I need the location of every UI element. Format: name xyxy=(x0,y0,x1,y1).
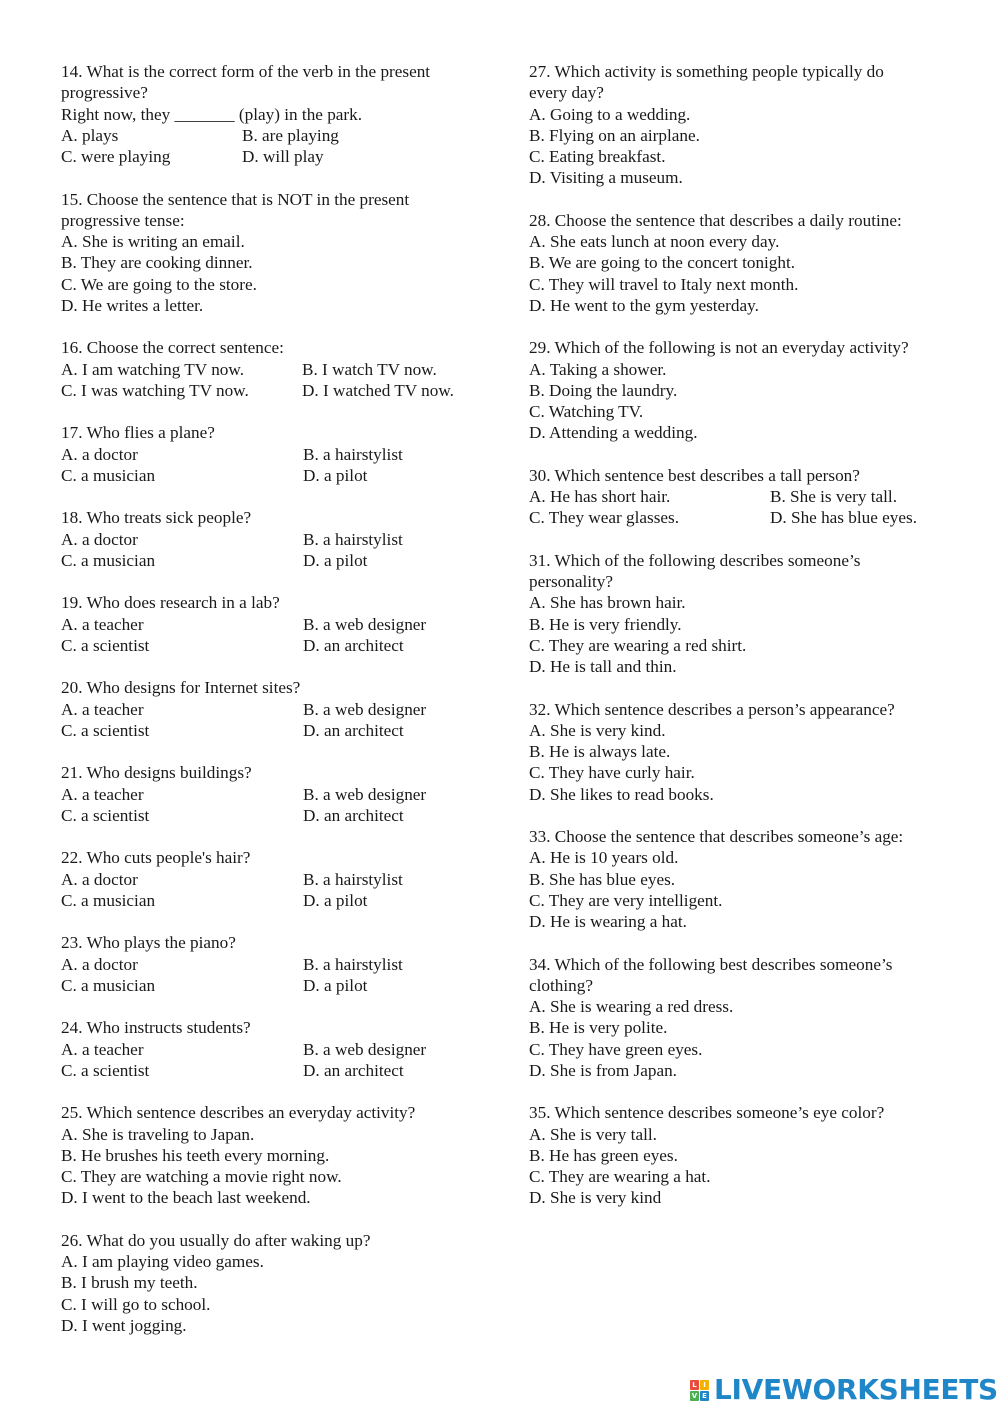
answer-option: D. a pilot xyxy=(303,550,368,570)
left-column xyxy=(61,61,491,1357)
answer-option: C. a musician xyxy=(61,465,156,485)
answer-options-grid xyxy=(61,614,491,657)
question-block xyxy=(61,61,491,167)
logo-tile: E xyxy=(700,1391,709,1401)
question-text: 24. Who instructs students? xyxy=(61,1018,251,1038)
answer-option: A. I am playing video games. xyxy=(61,1252,264,1271)
answer-option: B. a web designer xyxy=(303,1039,427,1059)
question-text: 32. Which sentence describes a person’s appearance? xyxy=(529,699,895,719)
question-block xyxy=(529,826,949,932)
answer-options-grid xyxy=(61,1039,491,1082)
answer-option: C. I was watching TV now. xyxy=(61,380,249,400)
question-text: 35. Which sentence describes someone’s eye color? xyxy=(529,1103,885,1123)
answer-option: A. plays xyxy=(61,125,119,145)
answer-option: B. a hairstylist xyxy=(303,869,403,889)
answer-option: D. He writes a letter. xyxy=(61,295,204,315)
question-block xyxy=(61,337,491,401)
answer-option: B. are playing xyxy=(242,125,339,145)
question-text: progressive? xyxy=(61,83,148,103)
answer-option: D. will play xyxy=(242,147,324,166)
question-block xyxy=(61,677,491,741)
answer-option: C. a musician xyxy=(61,890,156,910)
answer-option: C. Eating breakfast. xyxy=(529,147,666,166)
answer-option: B. a web designer xyxy=(303,784,427,804)
logo-tile: I xyxy=(700,1380,709,1390)
question-text: 20. Who designs for Internet sites? xyxy=(61,678,301,698)
liveworksheets-logo-icon xyxy=(690,1380,709,1401)
answer-option: B. He has green eyes. xyxy=(529,1145,678,1165)
answer-option: C. a musician xyxy=(61,975,156,995)
question-text: 21. Who designs buildings? xyxy=(61,763,252,783)
question-block xyxy=(61,1017,491,1081)
question-text: 14. What is the correct form of the verb in the present xyxy=(61,62,431,81)
answer-option: B. a web designer xyxy=(303,699,427,719)
answer-option: D. He went to the gym yesterday. xyxy=(529,295,759,315)
question-block xyxy=(61,932,491,996)
answer-option: A. He is 10 years old. xyxy=(529,848,679,868)
answer-option: D. I went jogging. xyxy=(61,1315,187,1335)
question-text: clothing? xyxy=(529,975,593,995)
answer-option: A. a teacher xyxy=(61,1039,144,1059)
question-block xyxy=(529,550,949,678)
question-block xyxy=(529,954,949,1082)
question-text: progressive tense: xyxy=(61,210,185,230)
answer-option: A. She is wearing a red dress. xyxy=(529,997,734,1016)
question-text: 34. Which of the following best describes someone’s xyxy=(529,954,893,974)
answer-option: D. She is from Japan. xyxy=(529,1060,677,1080)
answer-option: A. Going to a wedding. xyxy=(529,104,691,124)
question-block xyxy=(529,465,949,529)
question-block xyxy=(61,189,491,317)
answer-option: A. a teacher xyxy=(61,699,144,719)
answer-option: B. He brushes his teeth every morning. xyxy=(61,1145,330,1165)
question-text: 16. Choose the correct sentence: xyxy=(61,338,284,358)
answer-option: D. Visiting a museum. xyxy=(529,168,683,188)
right-column xyxy=(529,61,949,1230)
answer-option: B. a hairstylist xyxy=(303,444,403,464)
answer-option: B. a hairstylist xyxy=(303,954,403,974)
answer-option: B. We are going to the concert tonight. xyxy=(529,253,796,273)
answer-option: D. She has blue eyes. xyxy=(770,508,918,528)
question-text: 30. Which sentence best describes a tall person? xyxy=(529,465,860,485)
answer-option: B. She has blue eyes. xyxy=(529,869,676,889)
answer-option: D. a pilot xyxy=(303,975,368,995)
question-text: 22. Who cuts people's hair? xyxy=(61,848,251,868)
answer-option: B. Doing the laundry. xyxy=(529,380,678,400)
answer-options-grid xyxy=(61,359,491,402)
answer-option: D. She likes to read books. xyxy=(529,784,714,804)
answer-options-grid xyxy=(61,444,491,487)
answer-option: C. a musician xyxy=(61,550,156,570)
question-text: 19. Who does research in a lab? xyxy=(61,593,280,613)
logo-tile: L xyxy=(690,1380,699,1390)
answer-option: D. a pilot xyxy=(303,465,368,485)
answer-options-grid xyxy=(61,699,491,742)
answer-option: A. She has brown hair. xyxy=(529,593,686,613)
answer-option: B. He is very polite. xyxy=(529,1018,668,1038)
answer-option: D. an architect xyxy=(303,720,404,740)
question-text: 33. Choose the sentence that describes someone’s age: xyxy=(529,827,904,846)
answer-option: C. They have curly hair. xyxy=(529,763,695,783)
answer-option: A. a teacher xyxy=(61,614,144,634)
question-text: every day? xyxy=(529,83,604,103)
liveworksheets-logo-text: LIVEWORKSHEETS xyxy=(714,1373,998,1406)
answer-option: D. a pilot xyxy=(303,890,368,910)
answer-options-grid xyxy=(61,529,491,572)
answer-option: A. I am watching TV now. xyxy=(61,359,244,379)
question-text: 15. Choose the sentence that is NOT in the present xyxy=(61,189,410,209)
answer-option: B. She is very tall. xyxy=(770,487,897,506)
answer-option: A. a teacher xyxy=(61,784,144,804)
answer-option: C. They are watching a movie right now. xyxy=(61,1167,342,1186)
answer-option: B. They are cooking dinner. xyxy=(61,253,253,273)
answer-option: C. a scientist xyxy=(61,1060,150,1080)
answer-option: D. He is tall and thin. xyxy=(529,657,677,676)
question-block xyxy=(529,61,949,189)
answer-options-grid xyxy=(61,784,491,827)
answer-option: C. They are wearing a red shirt. xyxy=(529,635,747,655)
question-block xyxy=(61,1230,491,1336)
answer-option: A. a doctor xyxy=(61,444,138,464)
answer-option: C. They are very intelligent. xyxy=(529,890,723,910)
question-text: 27. Which activity is something people typically do xyxy=(529,62,884,81)
question-text: 25. Which sentence describes an everyday activity? xyxy=(61,1103,416,1123)
answer-option: C. a scientist xyxy=(61,720,150,740)
answer-option: D. an architect xyxy=(303,805,404,825)
answer-option: A. She is very kind. xyxy=(529,720,666,740)
answer-option: A. a doctor xyxy=(61,529,138,549)
question-text: 18. Who treats sick people? xyxy=(61,508,252,528)
question-text: 23. Who plays the piano? xyxy=(61,933,236,953)
question-block xyxy=(61,762,491,826)
answer-option: C. They wear glasses. xyxy=(529,508,680,528)
answer-option: A. Taking a shower. xyxy=(529,359,667,379)
answer-option: D. I watched TV now. xyxy=(302,380,454,400)
answer-option: D. She is very kind xyxy=(529,1188,662,1208)
answer-option: C. I will go to school. xyxy=(61,1294,211,1314)
answer-option: D. He is wearing a hat. xyxy=(529,912,687,931)
question-text: 29. Which of the following is not an everyday activity? xyxy=(529,338,909,358)
answer-option: C. We are going to the store. xyxy=(61,274,257,294)
answer-option: C. a scientist xyxy=(61,805,150,825)
question-block xyxy=(529,210,949,316)
answer-option: A. He has short hair. xyxy=(529,487,671,506)
answer-option: B. a web designer xyxy=(303,614,427,634)
question-block xyxy=(61,1102,491,1208)
answer-option: A. a doctor xyxy=(61,869,138,889)
question-block xyxy=(529,337,949,443)
answer-option: C. They are wearing a hat. xyxy=(529,1167,711,1186)
answer-option: A. She is very tall. xyxy=(529,1124,657,1144)
answer-option: B. He is always late. xyxy=(529,742,671,761)
question-text: 28. Choose the sentence that describes a daily routine: xyxy=(529,210,902,230)
answer-option: D. Attending a wedding. xyxy=(529,423,698,443)
answer-options-grid xyxy=(61,125,491,168)
question-text: 17. Who flies a plane? xyxy=(61,423,215,443)
answer-option: A. She eats lunch at noon every day. xyxy=(529,232,780,251)
answer-option: C. They will travel to Italy next month. xyxy=(529,274,799,294)
answer-option: C. Watching TV. xyxy=(529,402,644,421)
answer-option: A. She is writing an email. xyxy=(61,232,245,251)
question-text: personality? xyxy=(529,572,613,591)
answer-option: A. She is traveling to Japan. xyxy=(61,1124,255,1144)
question-block xyxy=(529,1102,949,1208)
question-block xyxy=(61,847,491,911)
question-block xyxy=(61,422,491,486)
answer-option: D. an architect xyxy=(303,635,404,655)
answer-options-grid xyxy=(61,954,491,997)
answer-option: B. I brush my teeth. xyxy=(61,1273,198,1293)
answer-option: C. They have green eyes. xyxy=(529,1039,703,1059)
answer-option: B. a hairstylist xyxy=(303,529,403,549)
question-text: 26. What do you usually do after waking up? xyxy=(61,1230,371,1250)
answer-option: D. I went to the beach last weekend. xyxy=(61,1188,311,1208)
answer-option: C. were playing xyxy=(61,147,171,166)
liveworksheets-logo xyxy=(690,1375,998,1405)
answer-option: A. a doctor xyxy=(61,954,138,974)
question-text: 31. Which of the following describes someone’s xyxy=(529,550,861,570)
answer-option: B. Flying on an airplane. xyxy=(529,125,700,145)
answer-options-grid xyxy=(61,869,491,912)
answer-option: D. an architect xyxy=(303,1060,404,1080)
answer-option: B. I watch TV now. xyxy=(302,359,437,379)
question-block xyxy=(61,507,491,571)
answer-option: C. a scientist xyxy=(61,635,150,655)
answer-options-grid xyxy=(529,486,949,529)
question-block xyxy=(61,592,491,656)
question-block xyxy=(529,699,949,805)
question-text: Right now, they _______ (play) in the park. xyxy=(61,104,363,124)
logo-tile: V xyxy=(691,1391,698,1400)
answer-option: B. He is very friendly. xyxy=(529,614,682,634)
